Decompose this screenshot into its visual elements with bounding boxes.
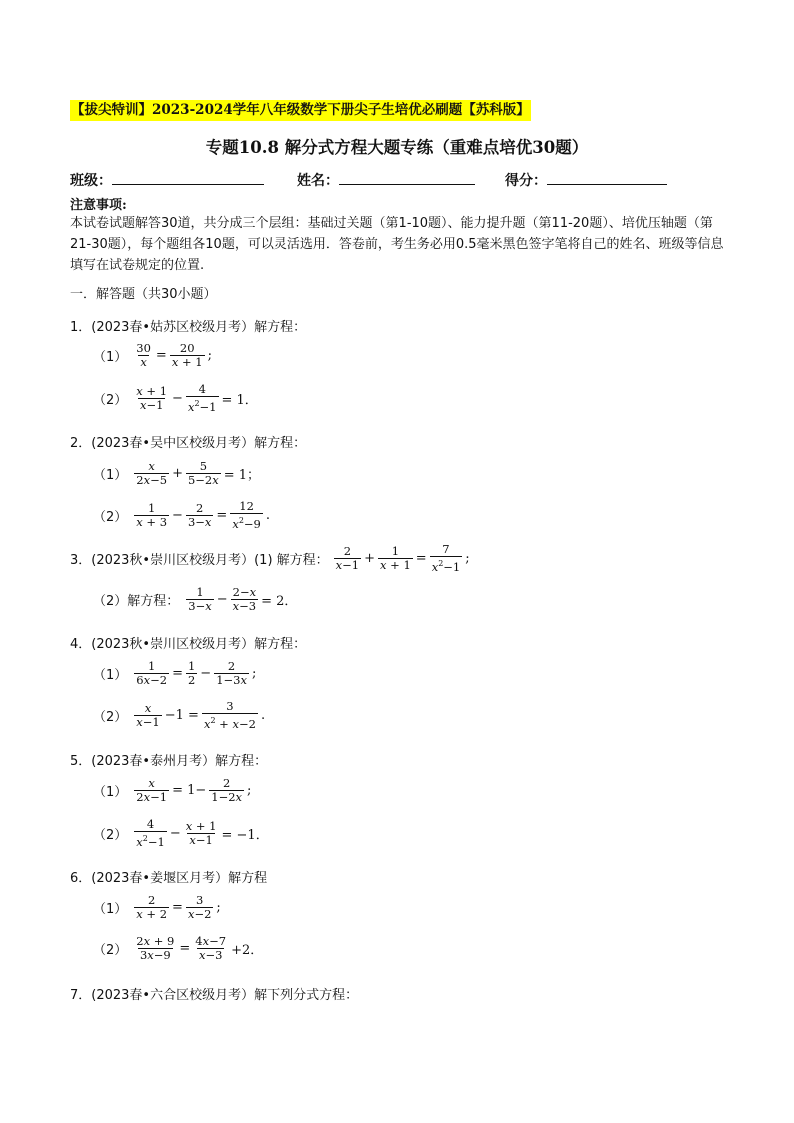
score-blank: [547, 170, 667, 185]
question-3-part-2: （2）解方程： $\frac{1}{3-x}$ − $\frac{2-x}{x-3}$ = 2．: [93, 585, 298, 613]
name-blank: [339, 170, 475, 185]
question-5-stem: 5．(2023春•泰州月考）解方程：: [70, 754, 268, 769]
question-5-part-1: （1） $\frac{x}{2x-1}$ = 1− $\frac{2}{1-2x}$ ;: [93, 776, 252, 804]
question-7-stem: 7．(2023春•六合区校级月考）解下列分式方程：: [70, 988, 359, 1003]
question-4-part-1: （1） $\frac{1}{6x-2}$ = $\frac{1}{2}$ − $\frac{2}{1-3x}$ ;: [93, 659, 257, 687]
question-1-part-2: （2） $\frac{x + 1}{x-1}$ − $\frac{4}{x^2-1}$ = 1．: [93, 382, 258, 414]
question-2-part-2: （2） $\frac{1}{x + 3}$ − $\frac{2}{3-x}$ = $\frac{12}{x^2-9}$ .: [93, 499, 270, 531]
section-heading: 一．解答题（共30小题）: [70, 287, 217, 302]
question-3-stem: 3．(2023秋•崇川区校级月考）(1) 解方程： $\frac{2}{x-1}$ + $\frac{1}{x + 1}$ = $\frac{7}{x^2-1}$ ;: [70, 542, 470, 574]
class-field: [70, 170, 264, 190]
class-blank: [112, 170, 264, 185]
question-5-part-2: （2） $\frac{4}{x^2-1}$ − $\frac{x + 1}{x-1}$ = −1．: [93, 817, 269, 849]
question-2-part-1: （1） $\frac{x}{2x-5}$ + $\frac{5}{5-2x}$ = 1；: [93, 459, 261, 487]
question-6-part-2: （2） $\frac{2x + 9}{3x-9}$ = $\frac{4x-7}{x-3}$ +2．: [93, 934, 264, 962]
question-1-stem: 1．(2023春•姑苏区校级月考）解方程：: [70, 320, 307, 335]
header-banner: 【拔尖特训】2023-2024学年八年级数学下册尖子生培优必刷题【苏科版】: [70, 100, 531, 121]
question-4-stem: 4．(2023秋•崇川区校级月考）解方程：: [70, 637, 307, 652]
question-2-stem: 2．(2023春•吴中区校级月考）解方程：: [70, 436, 307, 451]
class-label: 班级：: [70, 173, 112, 189]
score-label: 得分：: [505, 173, 547, 189]
question-6-part-1: （1） $\frac{2}{x + 2}$ = $\frac{3}{x-2}$ ;: [93, 893, 221, 921]
name-field: [297, 170, 475, 190]
notes-body: 本试卷试题解答30道，共分成三个层组：基础过关题（第1-10题）、能力提升题（第11-20题）、培优压轴题（第21-30题），每个题组各10题，可以灵活选用．答卷前，考生务必用0.5毫米黑色签字笔将自己的姓名、班级等信息填写在试卷规定的位置.: [70, 216, 724, 273]
score-field: [505, 170, 667, 190]
notes-heading: 注意事项:: [70, 198, 127, 213]
question-1-part-1: （1） $\frac{30}{x}$ = $\frac{20}{x + 1}$ ;: [93, 341, 212, 369]
page-title: 专题10.8 解分式方程大题专练（重难点培优30题）: [205, 138, 589, 157]
question-6-stem: 6．(2023春•姜堰区月考）解方程: [70, 871, 268, 886]
question-4-part-2: （2） $\frac{x}{x-1}$ −1 = $\frac{3}{x^2 + x-2}$ .: [93, 699, 266, 731]
name-label: 姓名：: [297, 173, 339, 189]
